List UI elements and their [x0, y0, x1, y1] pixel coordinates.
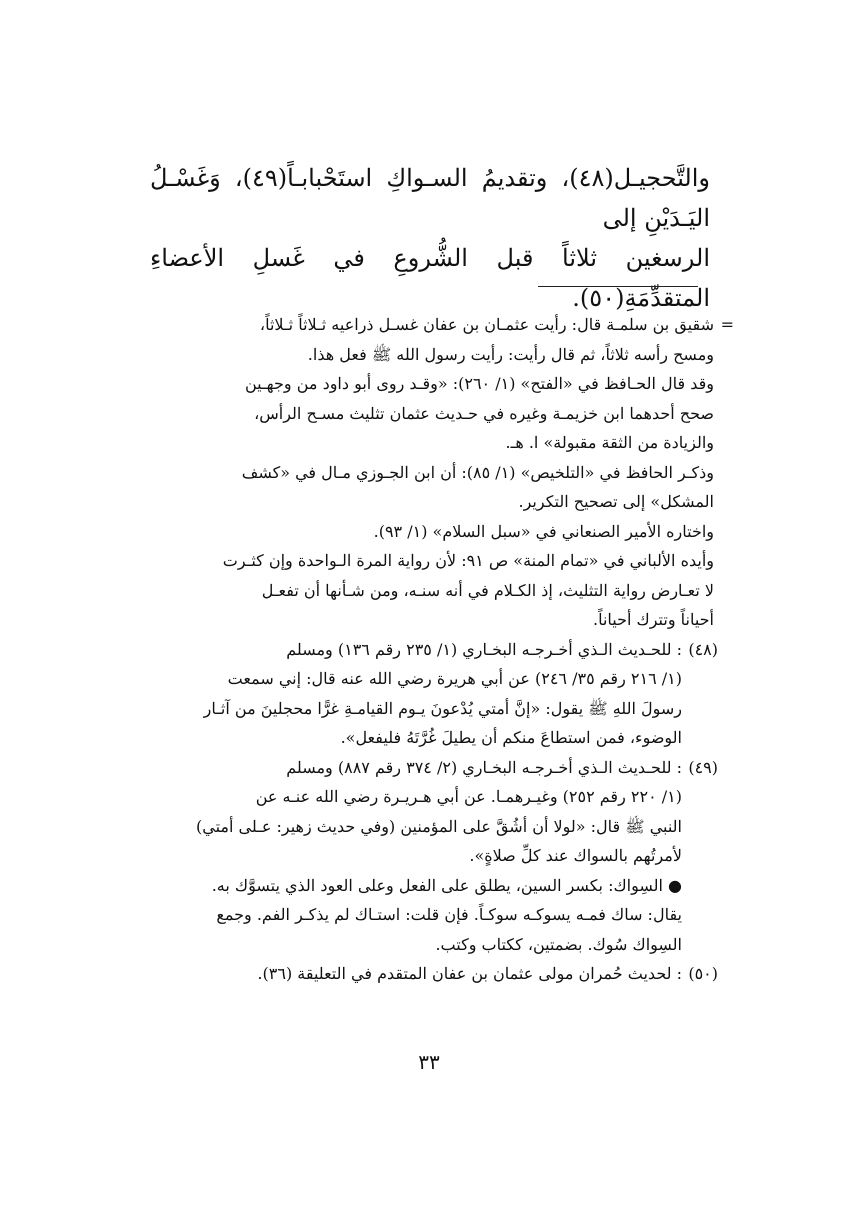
- footnote-49: [158, 753, 718, 960]
- footnote-line: رسولَ اللهِ ﷺ يقول: «إنَّ أمتي يُدْعونَ يـوم القيامـةِ غرًّا محجلينَ من آثـار: [203, 698, 682, 718]
- footnote-number: (٤٩): [688, 757, 718, 777]
- footnote-line: ومسح رأسه ثلاثاً، ثم قال رأيت: رأيت رسول الله ﷺ فعل هذا.: [307, 344, 714, 364]
- footnote-line: أحياناً وتترك أحياناً.: [592, 610, 714, 629]
- page-number: ٣٣: [418, 1050, 440, 1074]
- footnote-line: : للحـديث الـذي أخـرجـه البخـاري (٢/ ٣٧٤ رقم ٨٨٧) ومسلم: [286, 757, 682, 777]
- footnote-line: واختاره الأمير الصنعاني في «سبل السلام» (١/ ٩٣).: [373, 521, 714, 541]
- footnote-line: صحح أحدهما ابن خزيمـة وغيره في حـديث عثمان تثليث مسـح الرأس،: [254, 403, 714, 423]
- footnote-line: وذكـر الحافظ في «التلخيص» (١/ ٨٥): أن ابن الجـوزي مـال في «كشف: [241, 462, 714, 482]
- footnote-line: ● السِواك: بكسر السين، يطلق على الفعل وعلى العود الذي يتسوَّك به.: [211, 875, 682, 895]
- footnote-line: شقيق بن سلمـة قال: رأيت عثمـان بن عفان غسـل ذراعيه ثـلاثاً ثـلاثاً،: [259, 315, 714, 334]
- footnote-48: [158, 635, 718, 753]
- footnote-line: لأمرتُهم بالسواك عند كلِّ صلاةٍ».: [469, 846, 682, 865]
- footnote-line: النبي ﷺ قال: «لولا أن أشُقَّ على المؤمنين (وفي حديث زهير: عـلى أمتي): [196, 816, 682, 836]
- footnote-line: وأيده الألباني في «تمام المنة» ص ٩١: لأن رواية المرة الـواحدة وإن كثـرت: [222, 551, 714, 570]
- footnote-line: : للحـديث الـذي أخـرجـه البخـاري (١/ ٢٣٥ رقم ١٣٦) ومسلم: [286, 639, 682, 659]
- footnote-line: (١/ ٢٢٠ رقم ٢٥٢) وغيـرهمـا. عن أبي هـريـرة رضي الله عنـه عن: [255, 787, 682, 806]
- footnote-line: وقد قال الحـافظ في «الفتح» (١/ ٢٦٠): «وقـد روى أبو داود من وجهـين: [244, 374, 714, 393]
- footnote-line: الوضوء، فمن استطاعَ منكم أن يطيلَ غُرَّتَهُ فليفعل».: [340, 728, 682, 747]
- main-text-line: والتَّحجيـل(٤٨)، وتقديمُ السـواكِ استَحْبابـاً(٤٩)، وَغَسْـلُ اليَـدَيْنِ إلى: [150, 164, 710, 232]
- main-text: [150, 158, 710, 318]
- main-text-line: الرسغين ثلاثاً قبل الشُّروعِ في غَسلِ الأعضاءِ المتقدِّمَةِ(٥٠).: [150, 244, 710, 312]
- footnotes: [158, 310, 734, 989]
- footnote-number: (٥٠): [688, 964, 718, 983]
- footnote-line: (١/ ٢١٦ رقم ٣٥/ ٢٤٦) عن أبي هريرة رضي الله عنه قال: إني سمعت: [227, 669, 682, 688]
- footnote-continuation: [158, 310, 734, 635]
- footnote-line: يقال: ساك فمـه يسوكـه سوكـاً. فإن قلت: استـاك لم يذكـر الفم. وجمع: [216, 905, 682, 924]
- footnote-line: السِواك سُوك. بضمتين، ككتاب وكتب.: [435, 934, 682, 954]
- footnote-separator: [538, 286, 698, 287]
- continuation-mark: =: [720, 315, 734, 334]
- footnote-line: لا تعـارض رواية التثليث، إذ الكـلام في أنه سنـه، ومن شـأنها أن تفعـل: [261, 580, 714, 600]
- footnote-line: المشكل» إلى تصحيح التكرير.: [518, 492, 714, 511]
- footnote-number: (٤٨): [688, 639, 718, 659]
- footnote-50: [158, 959, 718, 989]
- footnote-line: : لحديث حُمران مولى عثمان بن عفان المتقدم في التعليقة (٣٦).: [257, 964, 682, 983]
- footnote-line: والزيادة من الثقة مقبولة» ا. هـ.: [505, 433, 714, 452]
